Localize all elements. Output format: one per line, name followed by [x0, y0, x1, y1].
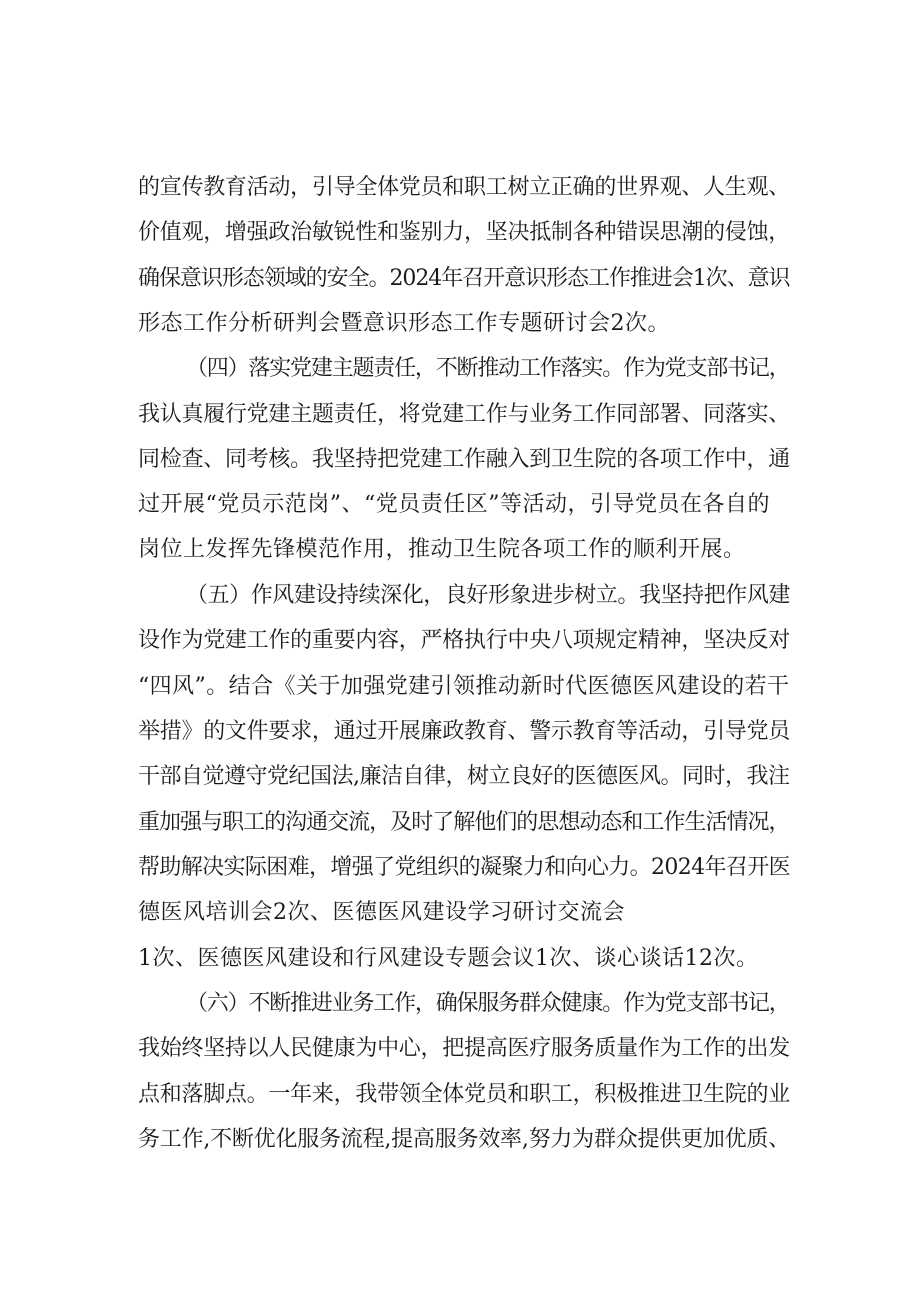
- text-line: 1次、医德医风建设和行风建设专题会议1次、谈心谈话12次。: [138, 946, 759, 971]
- paragraph-start-line: （五）作风建设持续深化，良好形象进步树立。我坚持把作风建: [186, 583, 791, 608]
- text-line: 过开展“党员示范岗”、“党员责任区”等活动，引导党员在各自的: [138, 492, 770, 517]
- text-line: 务工作,不断优化服务流程,提高服务效率,努力为群众提供更加优质、: [138, 1127, 790, 1152]
- text-line: 重加强与职工的沟通交流，及时了解他们的思想动态和工作生活情况，: [138, 810, 790, 835]
- text-line: “四风”。结合《关于加强党建引领推动新时代医德医风建设的若干: [138, 674, 790, 699]
- text-line: 我认真履行党建主题责任，将党建工作与业务工作同部署、同落实、: [138, 402, 791, 427]
- text-line: 设作为党建工作的重要内容，严格执行中央八项规定精神，坚决反对: [138, 628, 791, 653]
- text-line: 干部自觉遵守党纪国法,廉洁自律，树立良好的医德医风。同时，我注: [138, 764, 790, 789]
- text-line: 的宣传教育活动，引导全体党员和职工树立正确的世界观、人生观、: [138, 175, 791, 200]
- paragraph-start-line: （六）不断推进业务工作，确保服务群众健康。作为党支部书记，: [186, 991, 790, 1016]
- text-line: 点和落脚点。一年来，我带领全体党员和职工，积极推进卫生院的业: [138, 1082, 791, 1107]
- text-line: 形态工作分析研判会暨意识形态工作专题研讨会2次。: [138, 311, 670, 336]
- text-line: 同检查、同考核。我坚持把党建工作融入到卫生院的各项工作中，通: [138, 447, 791, 472]
- text-line: 举措》的文件要求，通过开展廉政教育、警示教育等活动，引导党员: [138, 719, 791, 744]
- text-line: 德医风培训会2次、医德医风建设学习研讨交流会: [138, 900, 625, 925]
- text-line: 价值观，增强政治敏锐性和鉴别力，坚决抵制各种错误思潮的侵蚀，: [138, 220, 791, 245]
- text-line: 确保意识形态领域的安全。2024年召开意识形态工作推进会1次、意识: [138, 266, 790, 291]
- paragraph-start-line: （四）落实党建主题责任，不断推动工作落实。作为党支部书记，: [186, 356, 790, 381]
- text-line: 我始终坚持以人民健康为中心，把提高医疗服务质量作为工作的出发: [138, 1036, 791, 1061]
- text-line: 岗位上发挥先锋模范作用，推动卫生院各项工作的顺利开展。: [138, 537, 746, 562]
- text-line: 帮助解决实际困难，增强了党组织的凝聚力和向心力。2024年召开医: [138, 855, 790, 880]
